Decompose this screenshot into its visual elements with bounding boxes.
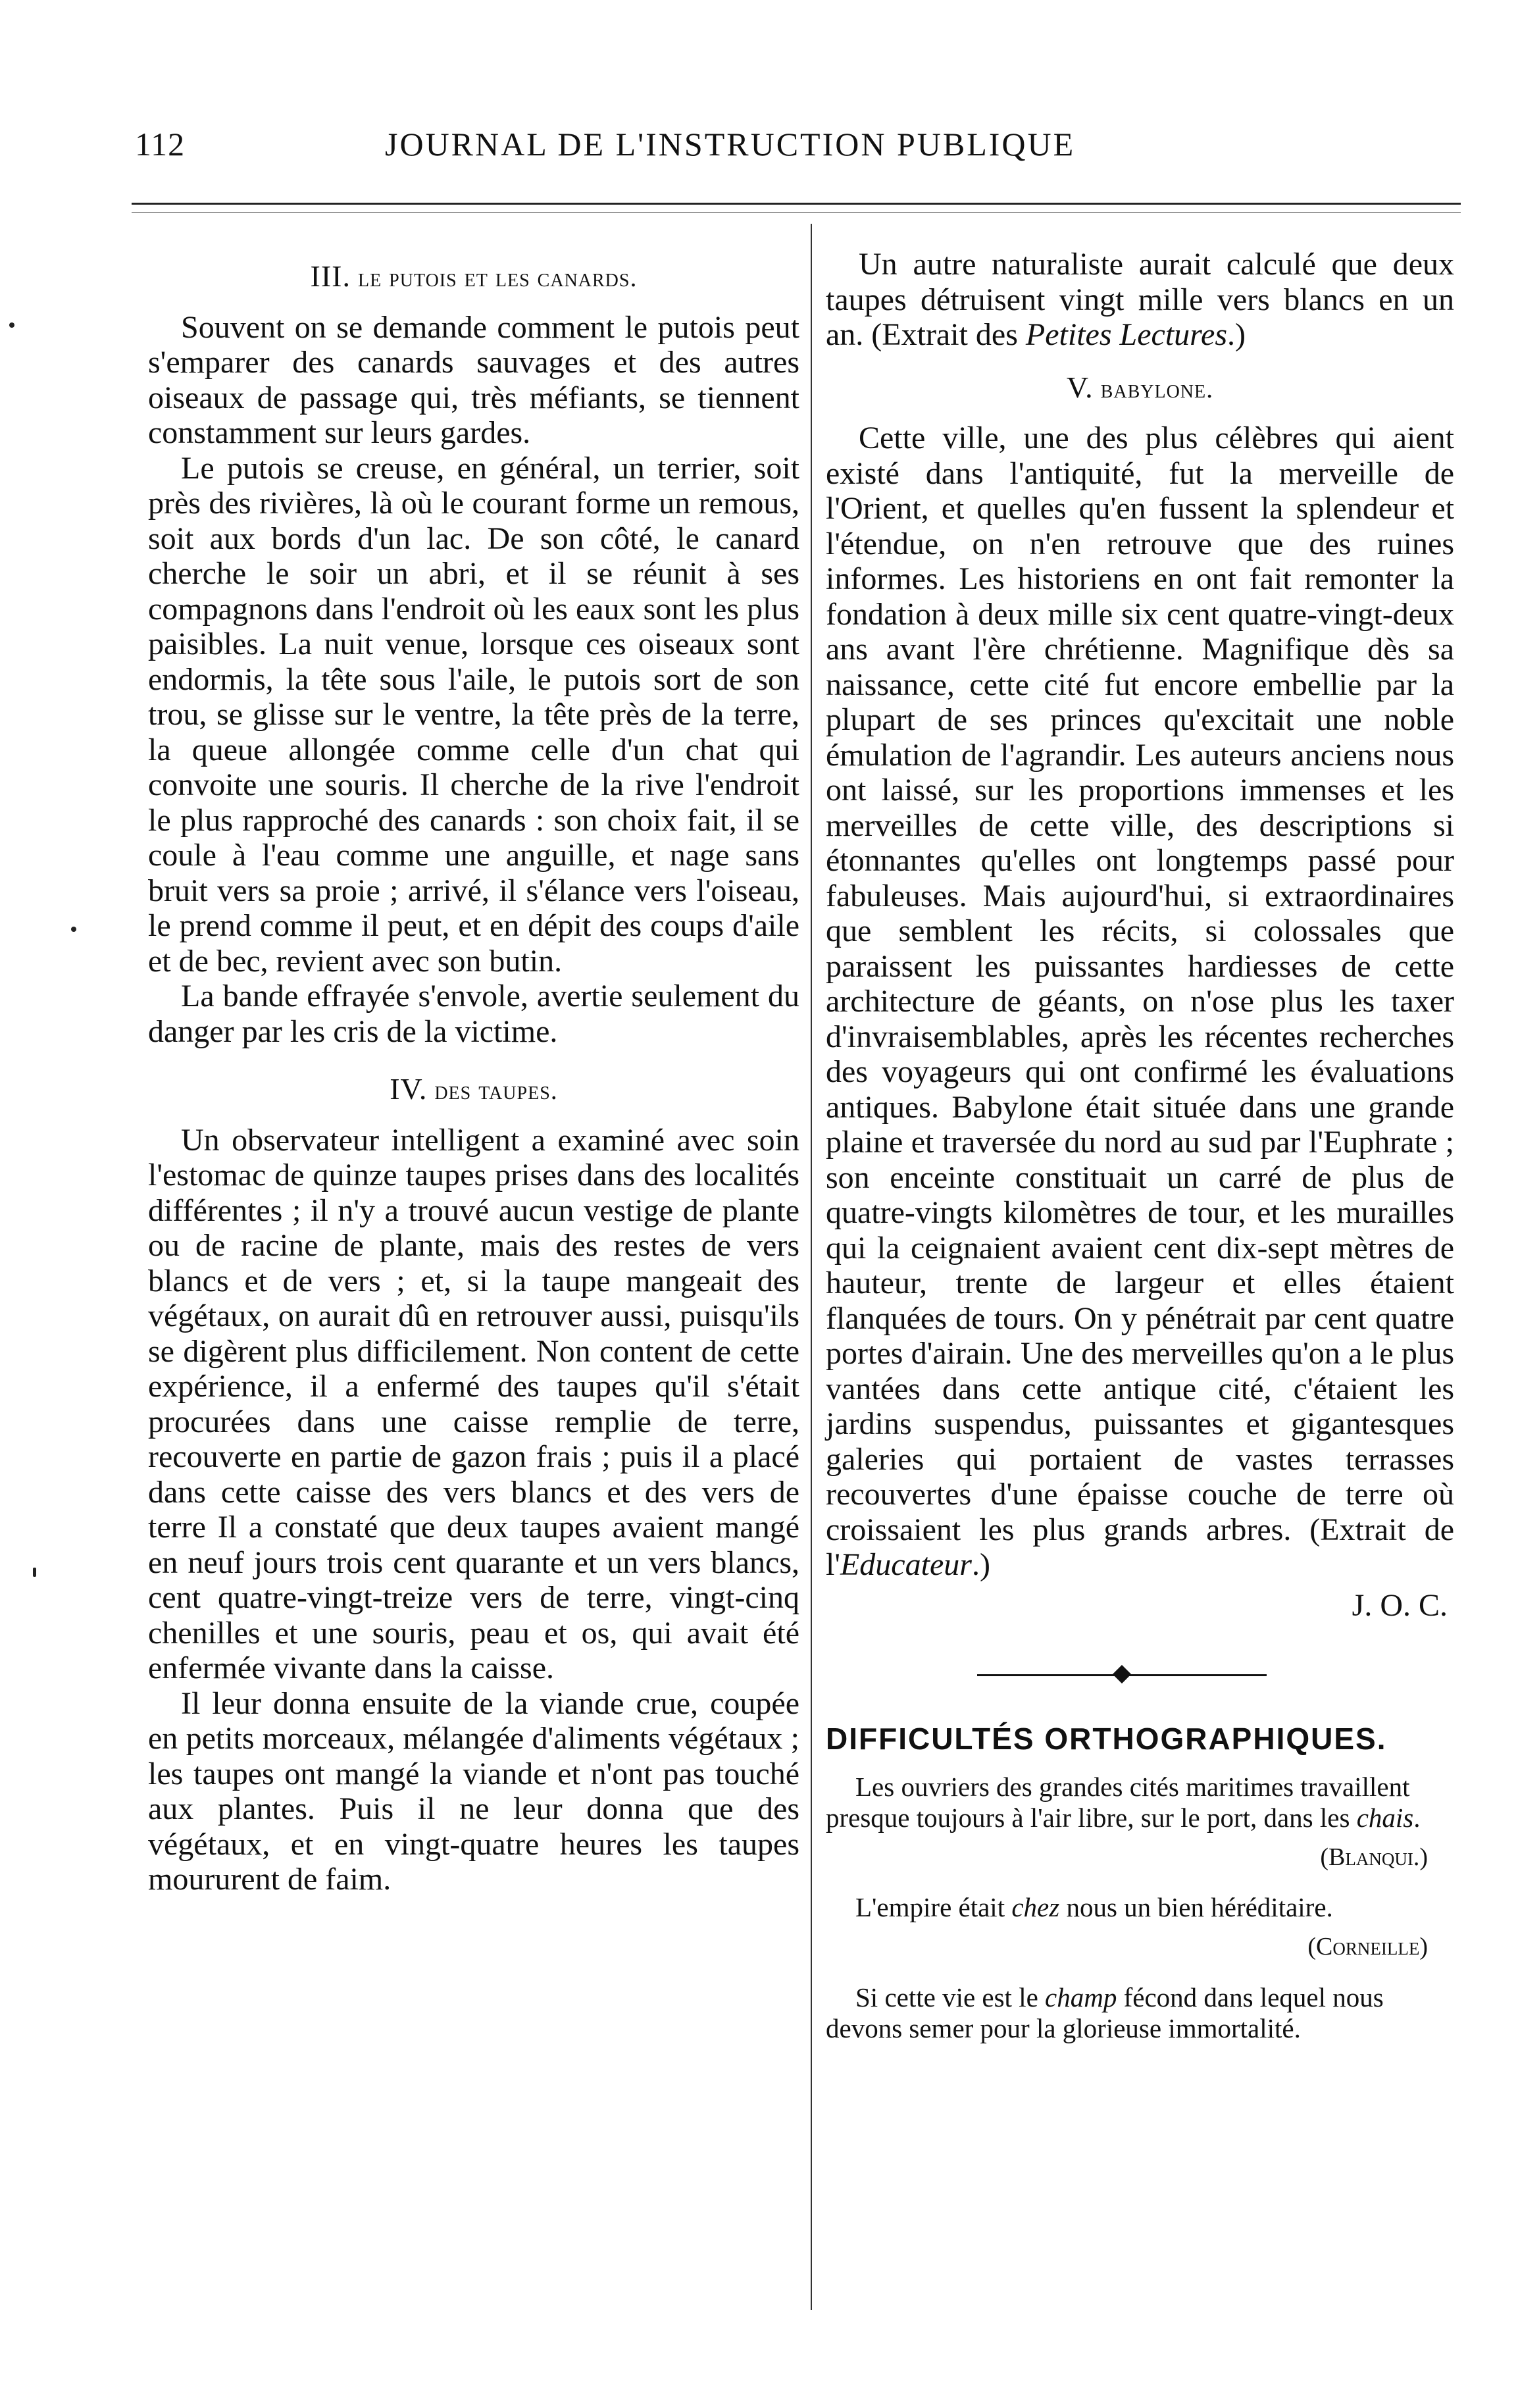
- quote-end: .: [1413, 1802, 1421, 1833]
- left-column: [148, 247, 799, 1897]
- difficulties-heading: DIFFICULTÉS ORTHOGRAPHIQUES.: [826, 1722, 1387, 1756]
- quote-text: L'empire était: [855, 1892, 1012, 1922]
- print-speck: [33, 1568, 36, 1577]
- source-title: Educateur: [840, 1547, 972, 1582]
- section-title: le putois et les canards.: [357, 263, 638, 292]
- quote: [826, 1982, 1454, 2044]
- right-column: [826, 247, 1454, 2044]
- column-divider: [811, 224, 812, 2310]
- quote: [826, 1772, 1454, 1833]
- print-speck: [71, 927, 76, 932]
- quote-keyword: champ: [1045, 1982, 1117, 2012]
- quote-end: nous un bien héréditaire.: [1059, 1892, 1333, 1922]
- section-title: des taupes.: [434, 1075, 558, 1105]
- page-header: [135, 125, 1201, 184]
- section-heading-putois: [148, 259, 799, 295]
- paragraph: La bande effrayée s'envole, avertie seulement du danger par les cris de la victime.: [148, 979, 799, 1049]
- continuation-closing: .): [1227, 317, 1246, 352]
- section-number: IV.: [390, 1072, 428, 1106]
- header-rule-thin: [132, 212, 1461, 213]
- quote-text: Les ouvriers des grandes cités maritimes travaillent presque toujours à l'air libre, sur le port, dans les: [826, 1771, 1410, 1833]
- section-number: V.: [1066, 370, 1094, 404]
- quote-author: (Corneille): [1307, 1933, 1428, 1960]
- diamond-icon: [1113, 1665, 1131, 1683]
- page-number: 112: [135, 126, 186, 163]
- section-heading-taupes: [148, 1071, 799, 1108]
- section-number: III.: [310, 259, 351, 293]
- continuation-text: Un autre naturaliste aurait calculé que deux taupes détruisent vingt mille vers blancs en un an. (Extrait des: [826, 247, 1454, 352]
- paragraph: Souvent on se demande comment le putois peut s'emparer des canards sauvages et des autres oiseaux de passage qui, très méfiants, se tiennent constamment sur leurs gardes.: [148, 309, 799, 450]
- source-title: Petites Lectures: [1025, 317, 1228, 352]
- paragraph-babylone: [826, 421, 1454, 1583]
- section-title: babylone.: [1100, 373, 1214, 403]
- babylone-text: Cette ville, une des plus célèbres qui aient existé dans l'antiquité, fut la merveille de l'Orient, et quelles qu'en fussent la splendeur et l'étendue, on n'en retrouve que des ruines informes. Les historiens en ont fait remonter la fondation à deux mille six cent quatre-vingt-deux ans avant l'ère chrétienne. Magnifique dès sa naissance, cette cité fut encore embellie par la plupart de ses princes qu'excitait une noble émulation de l'agrandir. Les auteurs anciens nous ont laissé, sur les proportions immenses et les merveilles de cette ville, des descriptions si étonnantes qu'elles ont longtemps passé pour fabuleuses. Mais aujourd'hui, si extraordinaires que semblent les récits, si colossales que paraissent les puissantes hardiesses de cette architecture de géants, on n'ose plus les taxer d'invraisemblables, après les récentes recherches des voyageurs qui ont confirmé les évaluations antiques. Babylone était située dans une grande plaine et traversée du nord au sud par l'Euphrate ; son enceinte constituait un carré de plus de quatre-vingts kilomètres de tour, et les murailles qui la ceignaient avaient cent dix-sept mètres de hauteur, trente de largeur et elles étaient flanquées de tours. On y pénétrait par cent quatre portes d'airain. Une des merveilles qu'on a le plus vantées dans cette antique cité, c'étaient les jardins suspendus, puissantes et gigantesques galeries qui portaient de vastes terrasses recouvertes d'une épaisse couche de terre où croissaient les plus grands arbres. (Extrait de l': [826, 421, 1454, 1582]
- journal-title: JOURNAL DE L'INSTRUCTION PUBLIQUE: [385, 126, 1076, 163]
- paragraph: Le putois se creuse, en général, un terrier, soit près des rivières, là où le courant forme un remous, soit aux bords d'un lac. De son côté, le canard cherche le soir un abri, et il se réunit à ses compagnons dans l'endroit où les eaux sont les plus paisibles. La nuit venue, lorsque ces oiseaux sont endormis, la tête sous l'aile, le putois sort de son trou, se glisse sur le ventre, la tête près de la terre, la queue allongée comme celle d'un chat qui convoite une souris. Il cherche de la rive l'endroit le plus rapproché des canards : son choix fait, il se coule à l'eau comme une anguille, et nage sans bruit vers sa proie ; arrivé, il s'élance vers l'oiseau, le prend comme il peut, et en dépit des coups d'aile et de bec, revient avec son butin.: [148, 450, 799, 979]
- quote: [826, 1892, 1454, 1923]
- quote-author: (Blanqui.): [1320, 1843, 1428, 1871]
- paragraph: Il leur donna ensuite de la viande crue, coupée en petits morceaux, mélangée d'aliments végétaux ; les taupes ont mangé la viande et n'ont pas touché aux plantes. Puis il ne leur donna que des végétaux, et en vingt-quatre heures les taupes moururent de faim.: [148, 1685, 799, 1897]
- section-heading-babylone: [826, 370, 1454, 407]
- paragraph: Un observateur intelligent a examiné avec soin l'estomac de quinze taupes prises dans des localités différentes ; il n'y a trouvé aucun vestige de plante ou de racine de plante, mais des restes de vers blancs et de vers ; et, si la taupe mangeait des végétaux, on aurait dû en retrouver aussi, puisqu'ils se digèrent plus difficilement. Non content de cette expérience, il a enfermé des taupes qu'il s'était procurées dans une caisse remplie de terre, recouverte en partie de gazon frais ; puis il a placé dans cette caisse des vers blancs et des vers de terre Il a constaté que deux taupes avaient mangé en neuf jours trois cent quarante et un vers blancs, cent quatre-vingt-treize vers de terre, vingt-cinq chenilles et une souris, peau et os, qui avait été enfermée vivante dans la caisse.: [148, 1122, 799, 1685]
- header-rule: [132, 203, 1461, 205]
- babylone-closing: .): [971, 1547, 990, 1582]
- quote-end: fécond dans lequel nous devons semer pour la glorieuse immortalité.: [826, 1982, 1384, 2043]
- quote-keyword: chez: [1011, 1892, 1060, 1922]
- quote-keyword: chais: [1356, 1802, 1414, 1833]
- paragraph-continuation: [826, 247, 1454, 353]
- print-speck: [9, 322, 14, 328]
- section-ornament: [826, 1656, 1454, 1695]
- signature: J. O. C.: [1352, 1587, 1448, 1623]
- quote-text: Si cette vie est le: [855, 1982, 1046, 2012]
